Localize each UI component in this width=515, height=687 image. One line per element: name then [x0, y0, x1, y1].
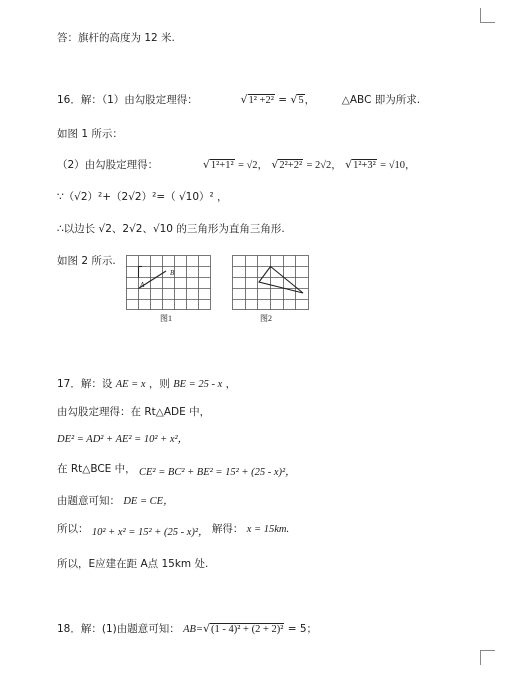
q16-line-3-prefix: （2）由勾股定理得：: [57, 159, 159, 171]
q17-line-6-mid: 解得：: [211, 523, 244, 535]
q17-line-5-expr: DE = CE，: [123, 496, 174, 507]
q16-result-1: = √2，: [237, 160, 269, 171]
q17-expr-ae: AE = x: [115, 379, 146, 390]
q17-line-1-end: ，: [225, 378, 237, 390]
q16-line-5: ∴以边长 √2、2√2、√10 的三角形为直角三角形.: [57, 223, 285, 235]
figure-2-caption: 图2: [260, 314, 272, 323]
q18-line-1-prefix: 18．解：(1)由题意可知：: [57, 623, 180, 635]
q16-result-3: = √10，: [380, 160, 416, 171]
corner-mark-bottom-right: [480, 650, 495, 665]
sqrt-sign: √: [240, 93, 248, 106]
q16-radicand-3: 1²+3²: [353, 160, 376, 171]
q16-result-2: = 2√2，: [306, 160, 342, 171]
q17-expr-be: BE = 25 - x: [173, 379, 223, 390]
q17-line-1-prefix: 17．解：设: [57, 378, 113, 390]
q17-line-4-expr: CE² = BC² + BE² = 15² + (25 - x)²，: [139, 467, 296, 478]
q17-line-3: DE² = AD² + AE² = 10² + x²，: [57, 434, 189, 445]
figure-2-grid: [232, 255, 312, 311]
q16-line-1: 16．解：（1）由勾股定理得： √1² +2² = √5， △ABC 即为所求.: [57, 93, 421, 106]
corner-mark-top-right: [480, 8, 495, 23]
q16-radicand: 1² +2²: [248, 95, 274, 106]
q16-equals: =: [278, 94, 287, 106]
q17-line-4: [57, 462, 296, 477]
sqrt-sign: √: [290, 93, 298, 106]
q17-line-2: 由勾股定理得：在 Rt△ADE 中，: [57, 406, 211, 418]
fig2-triangle: [259, 267, 303, 294]
q17-line-6: [57, 522, 289, 537]
q17-line-1: [57, 377, 236, 392]
q17-line-7: 所以，E应建在距 A点 15km 处.: [57, 558, 209, 570]
q17-line-6-solution: x = 15km.: [246, 524, 290, 535]
q16-line-1-suffix: △ABC 即为所求.: [341, 94, 421, 106]
figure-1-caption: 图1: [160, 314, 172, 323]
answer-line: 答：旗杆的高度为 12 米.: [57, 32, 175, 44]
q16-line-6: 如图 2 所示.: [57, 255, 116, 267]
q17-line-5-prefix: 由题意可知：: [57, 495, 120, 507]
q16-radicand-1: 1²+1²: [210, 160, 234, 171]
q18-ab: AB=: [183, 624, 203, 635]
fig1-label-b: B: [170, 269, 175, 277]
q16-line-3: [57, 158, 415, 173]
q17-line-6-prefix: 所以：: [57, 523, 89, 535]
q17-line-4-prefix: 在 Rt△BCE 中，: [57, 463, 136, 475]
sqrt-sign: √: [271, 158, 279, 171]
q16-line-4: ∵（√2）²+（2√2）²=（ √10）² ，: [57, 191, 228, 203]
q16-radicand-2: 2²+2²: [279, 160, 303, 171]
sqrt-sign: √: [203, 622, 211, 635]
q17-line-1-mid: ，则: [148, 378, 170, 390]
figure-1-grid: [126, 255, 214, 311]
sqrt-sign: √: [345, 158, 353, 171]
q16-line-2: 如图 1 所示：: [57, 128, 123, 140]
q16-line-1-prefix: 16．解：（1）由勾股定理得：: [57, 94, 198, 106]
q17-line-6-expr: 10² + x² = 15² + (25 - x)²，: [91, 527, 209, 538]
sqrt-sign: √: [202, 158, 210, 171]
q18-line-1: [57, 622, 317, 637]
q18-line-1-end: = 5；: [284, 623, 318, 635]
q16-result: 5: [298, 95, 304, 106]
q18-radicand: (1 - 4)² + (2 + 2)²: [211, 624, 284, 635]
q17-line-5: [57, 494, 174, 509]
fig1-label-a: A: [140, 281, 145, 289]
